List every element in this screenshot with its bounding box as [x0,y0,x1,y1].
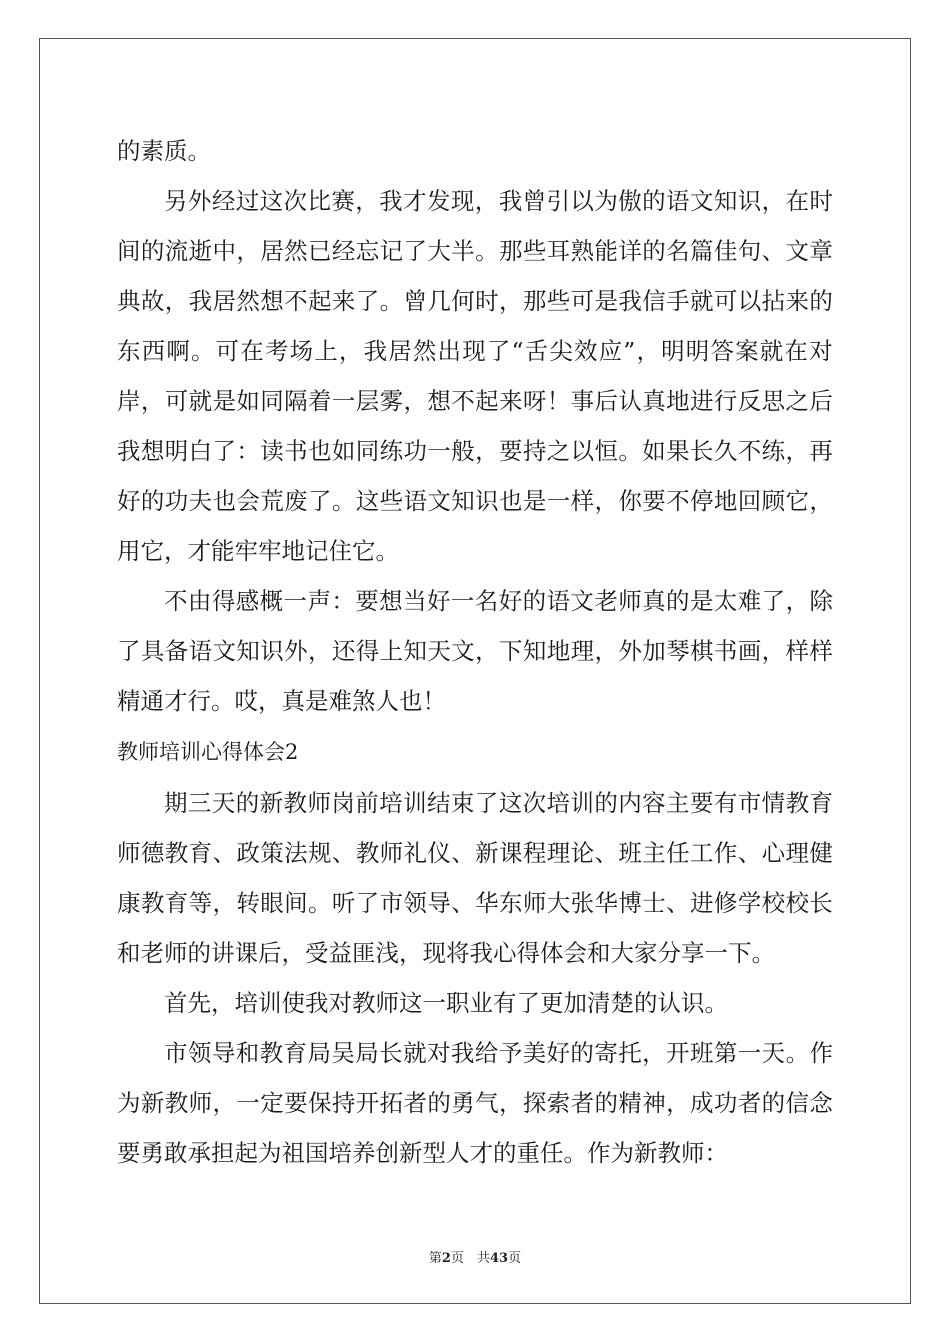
text-line: 不 由 得 感 概 一 声 ： 要 想 当 好 一 名 好 的 语 文 老 师 真 的 是 太 难 了 ， 除 [164,587,833,615]
current-page-number: 2 [441,1251,451,1266]
footer-mid: 页 共 [450,1251,490,1266]
text-line: 精通才行。哎，真是难煞人也！ [117,687,446,715]
text-line: 好 的 功 夫 也 会 荒 废 了 。 这 些 语 文 知 识 也 是 一 样 ， 你 要 不 停 地 回 顾 它 ， [117,487,833,515]
text-line: 期 三 天 的 新 教 师 岗 前 培 训 结 束 了 这 次 培 训 的 内 容 主 要 有 市 情 教 育 [164,789,833,817]
text-line: 首先，培训使我对教师这一职业有了更加清楚的认识。 [164,989,728,1017]
text-line: 我 想 明 白 了 ： 读 书 也 如 同 练 功 一 般 ， 要 持 之 以 恒 。 如 果 长 久 不 练 ， 再 [117,437,833,465]
text-line: 岸 ， 可 就 是 如 同 隔 着 一 层 雾 ， 想 不 起 来 呀 ！ 事 后 认 真 地 进 行 反 思 之 后 [117,387,833,415]
footer-suffix: 页 [508,1251,522,1266]
text-line: 和老师的讲课后，受益匪浅，现将我心得体会和大家分享一下。 [117,939,775,967]
text-line: 间 的 流 逝 中 ， 居 然 已 经 忘 记 了 大 半 。 那 些 耳 熟 能 详 的 名 篇 佳 句 、 文 章 [117,237,833,265]
text-line: 为 新 教 师 ， 一 定 要 保 持 开 拓 者 的 勇 气 ， 探 索 者 的 精 神 ， 成 功 者 的 信 念 [117,1089,833,1117]
text-line: 东 西 啊 。 可 在 考 场 上 ， 我 居 然 出 现 了 “ 舌 尖 效 应 ” ， 明 明 答 案 就 在 对 [117,337,833,365]
total-page-count: 43 [489,1251,509,1266]
footer-prefix: 第 [428,1251,442,1266]
text-line: 了 具 备 语 文 知 识 外 ， 还 得 上 知 天 文 ， 下 知 地 理 ， 外 加 琴 棋 书 画 ， 样 样 [117,637,833,665]
text-line: 要勇敢承担起为祖国培养创新型人才的重任。作为新教师： [117,1139,728,1167]
section-heading: 教师培训心得体会2 [117,740,299,764]
text-line: 市 领 导 和 教 育 局 吴 局 长 就 对 我 给 予 美 好 的 寄 托 ， 开 班 第 一 天 。 作 [164,1039,833,1067]
text-line: 的素质。 [117,137,211,165]
page-footer [0,1247,950,1266]
text-line: 师 德 教 育 、 政 策 法 规 、 教 师 礼 仪 、 新 课 程 理 论 、 班 主 任 工 作 、 心 理 健 [117,839,833,867]
text-line: 典 故 ， 我 居 然 想 不 起 来 了 。 曾 几 何 时 ， 那 些 可 是 我 信 手 就 可 以 拈 来 的 [117,287,833,315]
document-body [117,126,833,1178]
paragraph-block-1 [117,126,833,726]
text-line: 另 外 经 过 这 次 比 赛 ， 我 才 发 现 ， 我 曾 引 以 为 傲 的 语 文 知 识 ， 在 时 [164,187,833,215]
paragraph-block-2 [117,778,833,1178]
text-line: 用它，才能牢牢地记住它。 [117,537,399,565]
text-line: 康 教 育 等 ， 转 眼 间 。 听 了 市 领 导 、 华 东 师 大 张 华 博 士 、 进 修 学 校 校 长 [117,889,833,917]
